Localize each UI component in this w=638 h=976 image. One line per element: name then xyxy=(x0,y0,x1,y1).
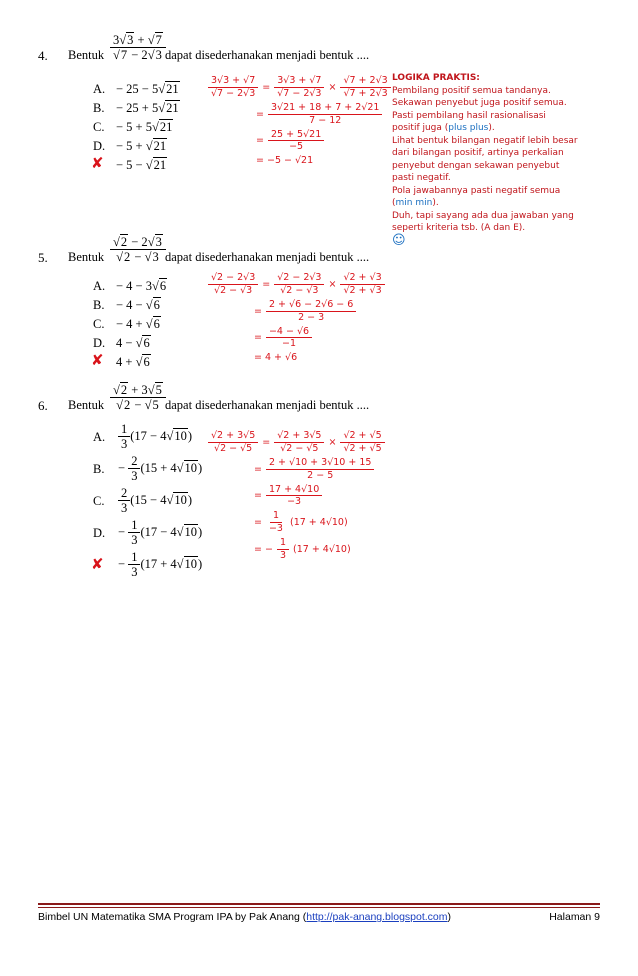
problem-6-prefix: Bentuk xyxy=(68,398,105,412)
problem-5-prefix: Bentuk xyxy=(68,250,105,264)
problem-4-prefix: Bentuk xyxy=(68,48,105,62)
problem-5-expression: $\frac{√2 - 2√3}{√2 - √3}$ xyxy=(110,235,166,265)
option-6d-letter: D. xyxy=(93,526,106,540)
option-4c-letter: C. xyxy=(93,120,105,134)
option-5d-letter: D. xyxy=(93,336,106,350)
footer-text: Bimbel UN Matematika SMA Program IPA by Pak Anang ( xyxy=(38,911,307,923)
option-6b: − $\frac{2}{3}$ (15 + 4√10) xyxy=(118,454,203,484)
option-6e: − $\frac{1}{3}$ (17 + 4√10) xyxy=(118,550,203,580)
option-5c-letter: C. xyxy=(93,317,105,331)
note-line: Duh, tapi sayang ada dua jawaban yang xyxy=(392,210,574,221)
note-line: Sekawan penyebut juga positif semua. xyxy=(392,98,567,108)
option-6b-letter: B. xyxy=(93,462,105,476)
option-5a-letter: A. xyxy=(93,279,106,293)
option-6c: $\frac{2}{3}$ (15 − 4√10) xyxy=(118,486,192,516)
option-4d: − 5 + √21 xyxy=(116,139,167,153)
note-line: seperti kriteria tsb. (A dan E). xyxy=(392,223,526,233)
solution-4: $\frac{3√3 + √7}{√7 - 2√3}$ = $\frac{3√3 + √7}{√7 - 2√3}$ × $\frac{√7 + 2√3}{√7 + 2√3}$ = $\frac{3√21 + 18 + 7 + 2√21}{7 - 12}$ = $\frac{25 + 5√21}{-5}$ = −5 − √21 xyxy=(208,75,391,166)
option-5b: − 4 − √6 xyxy=(116,298,160,312)
option-6d: − $\frac{1}{3}$ (17 − 4√10) xyxy=(118,518,203,548)
problem-4-number: 4. xyxy=(38,48,48,63)
page-footer xyxy=(38,911,600,923)
option-4b-letter: B. xyxy=(93,101,105,115)
problem-5-suffix: dapat disederhanakan menjadi bentuk .... xyxy=(165,250,370,264)
problem-6-number: 6. xyxy=(38,398,48,413)
note-line: penyebut dengan sekawan penyebut xyxy=(392,160,560,171)
cross-mark-icon: ✘ xyxy=(91,154,104,172)
option-5c: − 4 + √6 xyxy=(116,317,160,331)
smiley-icon: ☺ xyxy=(392,232,406,248)
option-4b: − 25 + 5√21 xyxy=(116,101,179,115)
problem-6-expression: $\frac{√2 + 3√5}{√2 - √5}$ xyxy=(110,383,166,413)
note-line: Lihat bentuk bilangan negatif lebih besar xyxy=(392,135,578,146)
option-5e: 4 + √6 xyxy=(116,355,150,369)
note-line: pasti negatif. xyxy=(392,173,451,183)
note-line: dari bilangan positif, artinya perkalian xyxy=(392,148,564,158)
note-line: Pola jawabannya pasti negatif semua xyxy=(392,185,561,196)
option-4e: − 5 − √21 xyxy=(116,158,167,172)
option-4d-letter: D. xyxy=(93,139,106,153)
cross-mark-icon: ✘ xyxy=(91,351,104,369)
problem-6-suffix: dapat disederhanakan menjadi bentuk .... xyxy=(165,398,370,412)
note-line: Pembilang positif semua tandanya. xyxy=(392,85,551,96)
option-4a-letter: A. xyxy=(93,82,106,96)
problem-4-expression: $\frac{3√3 + √7}{√7 - 2√3}$ xyxy=(110,33,166,63)
option-4c: − 5 + 5√21 xyxy=(116,120,173,134)
option-5d: 4 − √6 xyxy=(116,336,150,350)
option-6a-letter: A. xyxy=(93,430,106,444)
option-4a: − 25 − 5√21 xyxy=(116,82,179,96)
footer-text-end: ) xyxy=(447,911,452,923)
option-6a: $\frac{1}{3}$ (17 − 4√10) xyxy=(118,422,192,452)
page-number: Halaman 9 xyxy=(549,911,600,923)
solution-6: $\frac{√2 + 3√5}{√2 - √5}$ = $\frac{√2 + 3√5}{√2 - √5}$ × $\frac{√2 + √5}{√2 + √5}$ = $\frac{2 + √10 + 3√10 + 15}{2 - 5}$ = $\frac{17 + 4√10}{-3}$ = $\frac{1}{-3}$ (17 + 4√10) = − $\frac{1}{3}$ (17 + 4√10) xyxy=(208,430,385,562)
problem-4-suffix: dapat disederhanakan menjadi bentuk .... xyxy=(165,48,370,62)
option-6c-letter: C. xyxy=(93,494,105,508)
cross-mark-icon: ✘ xyxy=(91,555,104,573)
note-title: LOGIKA PRAKTIS: xyxy=(392,73,480,83)
note-line: (min min). xyxy=(392,198,439,208)
solution-5: $\frac{√2 - 2√3}{√2 - √3}$ = $\frac{√2 - 2√3}{√2 - √3}$ × $\frac{√2 + √3}{√2 + √3}$ = $\frac{2 + √6 - 2√6 - 6}{2 - 3}$ = $\frac{-4 - √6}{-1}$ = 4 + √6 xyxy=(208,272,385,363)
option-5a: − 4 − 3√6 xyxy=(116,279,167,293)
footer-link[interactable]: http://pak-anang.blogspot.com xyxy=(306,911,448,923)
problem-5-number: 5. xyxy=(38,250,48,265)
footer-rule xyxy=(38,903,600,905)
option-5b-letter: B. xyxy=(93,298,105,312)
note-line: positif juga (plus plus). xyxy=(392,123,495,133)
note-line: Pasti pembilang hasil rasionalisasi xyxy=(392,110,546,121)
logika-praktis-note xyxy=(392,72,597,247)
footer-rule-thin xyxy=(38,907,600,908)
